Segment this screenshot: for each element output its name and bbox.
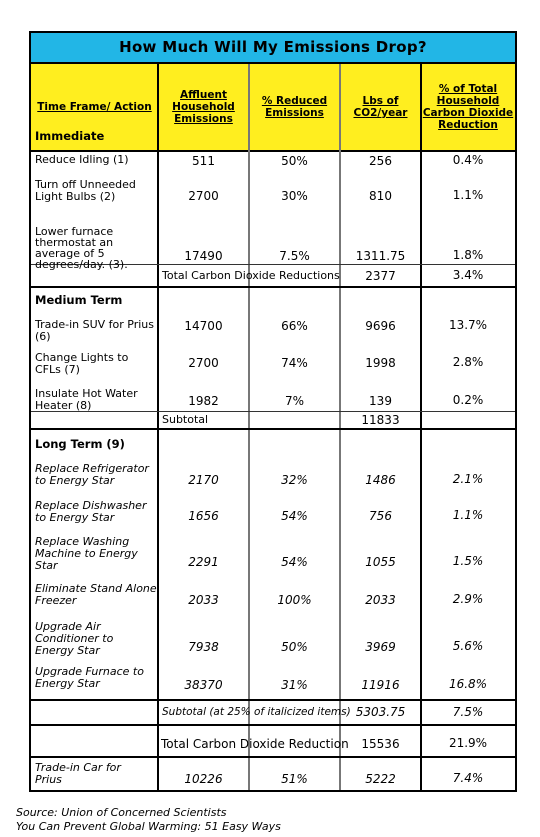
header-emissions: Affluent Household Emissions	[158, 64, 249, 152]
medium-subtotal-lbs: 11833	[361, 413, 400, 427]
row-emissions: 17490	[184, 249, 223, 263]
row-pct: 13.7%	[448, 318, 488, 332]
row-action: Change Lights to CFLs (7)	[35, 351, 129, 376]
row-reduced: 100%	[277, 593, 312, 607]
row-action: Lower furnace thermostat an average of 5 degrees/day. (3).	[35, 225, 128, 271]
row-emissions: 2170	[188, 473, 219, 487]
row-lbs: 756	[369, 509, 392, 523]
row-action: Replace Refrigerator to Energy Star	[35, 462, 149, 487]
row-action: Upgrade Furnace to Energy Star	[35, 665, 144, 690]
row-lbs: 139	[369, 394, 392, 408]
long-subtotal-lbs: 5303.75	[355, 705, 406, 719]
row-pct: 0.2%	[452, 393, 484, 407]
grand-total-pct: 21.9%	[448, 736, 488, 750]
grand-total-label: Total Carbon Dioxide Reduction	[161, 737, 349, 751]
row-lbs: 1055	[365, 555, 396, 569]
grand-total-lbs: 15536	[361, 737, 400, 751]
immediate-total-lbs: 2377	[365, 269, 396, 283]
row-action: Trade-in SUV for Prius (6)	[35, 318, 155, 343]
row-action: Replace Dishwasher to Energy Star	[35, 499, 147, 524]
header-reduced: % Reduced Emissions	[249, 64, 340, 152]
row-lbs: 3969	[365, 640, 396, 654]
row-reduced: 7%	[284, 394, 305, 408]
row-lbs: 810	[369, 189, 392, 203]
section-medium-title: Medium Term	[35, 293, 123, 307]
row-reduced: 7.5%	[279, 249, 310, 263]
row-pct: 1.5%	[452, 554, 484, 568]
row-reduced: 30%	[281, 189, 308, 203]
row-emissions: 2033	[188, 593, 219, 607]
row-reduced: 54%	[281, 555, 308, 569]
header-lbs: Lbs of CO2/year	[340, 64, 421, 152]
row-reduced: 74%	[281, 356, 308, 370]
row-lbs: 9696	[365, 319, 396, 333]
table-title: How Much Will My Emissions Drop?	[31, 33, 515, 64]
row-pct: 5.6%	[452, 639, 484, 653]
row-emissions: 1982	[188, 394, 219, 408]
row-pct: 1.8%	[452, 248, 484, 262]
header-total-pct: % of Total Household Carbon Dioxide Reduction	[421, 64, 515, 152]
row-reduced: 50%	[281, 640, 308, 654]
section-immediate-title: Immediate	[35, 129, 105, 143]
row-action: Turn off Unneeded Light Bulbs (2)	[35, 178, 136, 203]
row-emissions: 511	[192, 154, 215, 168]
row-action: Trade-in Car for Prius	[35, 761, 121, 786]
row-reduced: 50%	[281, 154, 308, 168]
row-lbs: 1486	[365, 473, 396, 487]
row-lbs: 2033	[365, 593, 396, 607]
row-reduced: 51%	[281, 772, 308, 786]
immediate-total-pct: 3.4%	[452, 268, 484, 282]
row-action: Upgrade Air Conditioner to Energy Star	[35, 620, 114, 657]
row-action: Replace Washing Machine to Energy Star	[35, 535, 138, 572]
row-reduced: 31%	[281, 678, 308, 692]
section-long-title: Long Term (9)	[35, 437, 125, 451]
row-reduced: 66%	[281, 319, 308, 333]
long-subtotal-pct: 7.5%	[452, 705, 484, 719]
row-reduced: 32%	[281, 473, 308, 487]
row-emissions: 2700	[188, 356, 219, 370]
row-emissions: 2291	[188, 555, 219, 569]
row-pct: 2.1%	[452, 472, 484, 486]
row-lbs: 5222	[365, 772, 396, 786]
row-lbs: 11916	[361, 678, 400, 692]
row-emissions: 14700	[184, 319, 223, 333]
row-reduced: 54%	[281, 509, 308, 523]
medium-subtotal-label: Subtotal	[162, 413, 209, 426]
row-pct: 1.1%	[452, 508, 484, 522]
long-subtotal-label: Subtotal (at 25% of italicized items)	[162, 706, 351, 718]
immediate-total-label: Total Carbon Dioxide Reductions	[162, 269, 340, 282]
row-pct: 7.4%	[452, 771, 484, 785]
row-pct: 2.9%	[452, 592, 484, 606]
row-emissions: 38370	[184, 678, 223, 692]
row-lbs: 1998	[365, 356, 396, 370]
source-line-1: Source: Union of Concerned Scientists	[16, 806, 227, 819]
row-action: Eliminate Stand Alone Freezer	[35, 582, 157, 607]
row-pct: 0.4%	[452, 153, 484, 167]
header-action: Time Frame/ Action	[31, 64, 158, 152]
row-pct: 16.8%	[448, 677, 488, 691]
row-emissions: 1656	[188, 509, 219, 523]
source-line-2: You Can Prevent Global Warming: 51 Easy Ways	[16, 820, 281, 833]
row-pct: 1.1%	[452, 188, 484, 202]
row-emissions: 7938	[188, 640, 219, 654]
row-lbs: 1311.75	[355, 249, 406, 263]
row-lbs: 256	[369, 154, 392, 168]
row-emissions: 10226	[184, 772, 223, 786]
row-pct: 2.8%	[452, 355, 484, 369]
row-action: Reduce Idling (1)	[35, 153, 129, 166]
row-action: Insulate Hot Water Heater (8)	[35, 387, 138, 412]
emissions-table	[29, 31, 517, 792]
row-emissions: 2700	[188, 189, 219, 203]
